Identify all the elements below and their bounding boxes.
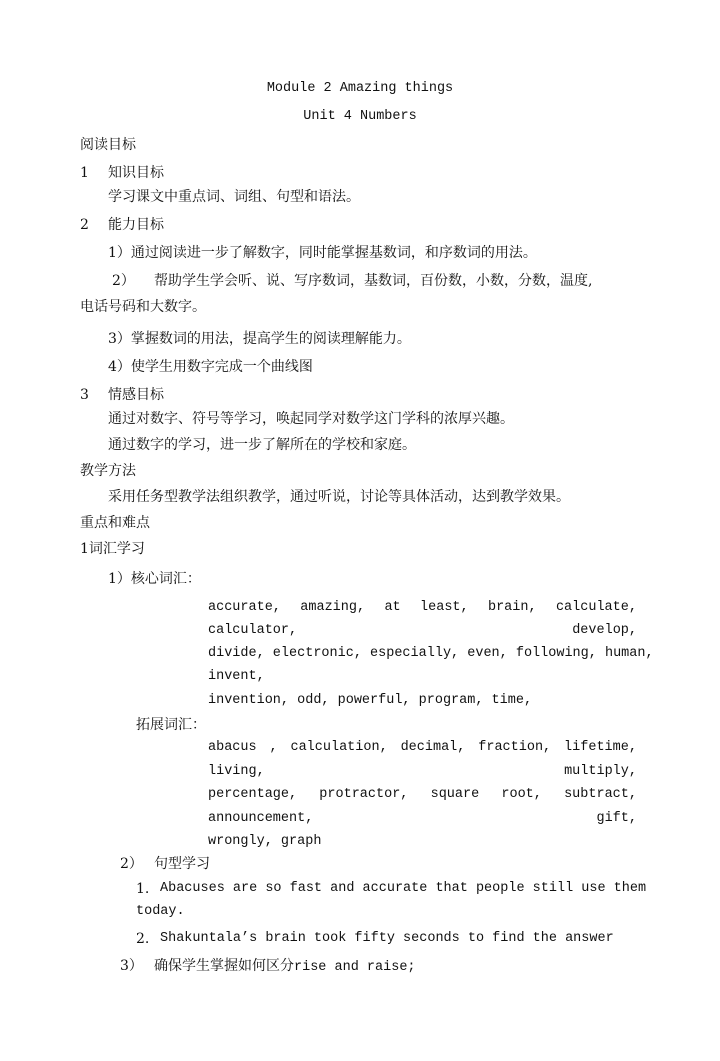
- heading-teaching-method: 教学方法: [80, 463, 136, 479]
- vocab-study-label: 1词汇学习: [80, 541, 145, 557]
- goal-2-item-2-text: 帮助学生学会听、说、写序数词，基数词，百份数，小数，分数，温度,: [154, 273, 593, 289]
- vocab-word: square: [430, 787, 480, 802]
- extended-vocab-row-3: [208, 786, 637, 804]
- goal-3-text-2: 通过数字的学习，进一步了解所在的学校和家庭。: [108, 437, 416, 453]
- pattern-1-text: Abacuses are so fast and accurate that people still use them: [160, 881, 647, 896]
- item-3-chinese: 确保学生掌握如何区分: [154, 958, 294, 974]
- vocab-word: living,: [208, 764, 265, 779]
- vocab-word: calculation,: [290, 740, 388, 755]
- doc-title: Module 2 Amazing things: [266, 81, 454, 96]
- goal-3-number: 3: [80, 387, 89, 403]
- vocab-word: subtract,: [564, 787, 637, 802]
- vocab-word: fraction,: [478, 740, 552, 755]
- core-vocab-row-2: [208, 622, 637, 640]
- item-3-english: rise and raise;: [294, 960, 416, 975]
- vocab-word: amazing,: [300, 600, 366, 615]
- vocab-word: least,: [420, 600, 469, 615]
- pattern-1-continued: today.: [136, 904, 185, 919]
- pattern-2-text: Shakuntala’s brain took fifty seconds to find the answer: [160, 931, 614, 946]
- heading-key-points: 重点和难点: [80, 515, 150, 531]
- goal-1-text: 学习课文中重点词、词组、句型和语法。: [108, 189, 360, 205]
- vocab-word: decimal,: [400, 740, 466, 755]
- vocab-word: develop,: [572, 623, 637, 638]
- sentence-patterns-label: 句型学习: [154, 856, 210, 872]
- teaching-method-text: 采用任务型教学法组织教学，通过听说，讨论等具体活动，达到教学效果。: [108, 489, 570, 505]
- vocab-word: at: [384, 600, 401, 615]
- vocab-word: brain,: [487, 600, 537, 615]
- item-3-text: [154, 957, 416, 977]
- sentence-patterns-number: 2）: [120, 856, 143, 872]
- core-vocab-row-4: invent,: [208, 669, 265, 684]
- vocab-word: ,: [269, 740, 278, 755]
- goal-2-item-2-continued: 电话号码和大数字。: [80, 299, 206, 315]
- heading-reading-goals: 阅读目标: [80, 137, 136, 153]
- core-vocab-label: 1）核心词汇：: [108, 571, 201, 587]
- vocab-word: accurate,: [208, 600, 281, 615]
- goal-2-label: 能力目标: [108, 217, 164, 233]
- vocab-word: protractor,: [319, 787, 409, 802]
- extended-vocab-label: 拓展词汇：: [136, 717, 206, 733]
- vocab-word: calculator,: [208, 623, 298, 638]
- pattern-1-number: 1.: [136, 881, 150, 897]
- goal-1-number: 1: [80, 165, 89, 181]
- vocab-word: multiply,: [564, 764, 637, 779]
- core-vocab-row-5: invention, odd, powerful, program, time,: [208, 693, 533, 708]
- item-3-number: 3）: [120, 958, 143, 974]
- extended-vocab-row-5: wrongly, graph: [208, 834, 322, 849]
- core-vocab-row-3: divide, electronic, especially, even, following, human,: [208, 646, 654, 661]
- vocab-word: calculate,: [555, 600, 637, 615]
- goal-2-item-2-number: 2）: [112, 273, 135, 289]
- goal-3-label: 情感目标: [108, 387, 164, 403]
- extended-vocab-row-4: [208, 810, 637, 828]
- vocab-word: root,: [501, 787, 542, 802]
- vocab-word: announcement,: [208, 811, 314, 826]
- extended-vocab-row-1: [208, 739, 637, 757]
- vocab-word: lifetime,: [564, 740, 637, 755]
- goal-2-item-4: 4）使学生用数字完成一个曲线图: [108, 359, 313, 375]
- pattern-2-number: 2.: [136, 931, 150, 947]
- vocab-word: abacus: [208, 740, 257, 755]
- vocab-word: gift,: [596, 811, 637, 826]
- vocab-word: percentage,: [208, 787, 298, 802]
- extended-vocab-row-2: [208, 763, 637, 781]
- goal-2-item-3: 3）掌握数词的用法，提高学生的阅读理解能力。: [108, 331, 411, 347]
- goal-2-number: 2: [80, 217, 89, 233]
- goal-1-label: 知识目标: [108, 165, 164, 181]
- goal-3-text-1: 通过对数字、符号等学习，唤起同学对数学这门学科的浓厚兴趣。: [108, 411, 514, 427]
- core-vocab-row-1: [208, 599, 637, 617]
- doc-subtitle: Unit 4 Numbers: [303, 109, 417, 124]
- goal-2-item-1: 1）通过阅读进一步了解数字，同时能掌握基数词，和序数词的用法。: [108, 245, 537, 261]
